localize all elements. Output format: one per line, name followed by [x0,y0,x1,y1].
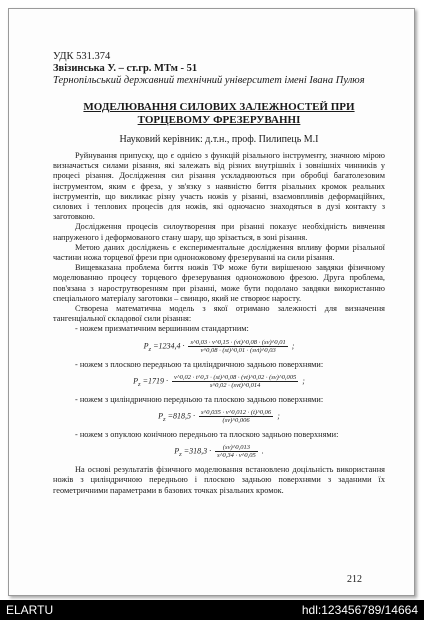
formula-numerator: s^0,035 · v^0,012 · (t)^0,06 [201,409,272,417]
formula-3 [53,409,385,424]
formula-denominator: s^0,34 · v^0,05 [217,452,256,460]
formula-tail: ; [291,341,295,350]
handle-identifier[interactable]: hdl:123456789/14664 [301,603,418,617]
formula-numerator: s^0,03 · v^0,15 · (vt)^0,08 · (sv)^0,01 [190,338,286,346]
paragraph-5: Створена математична модель з якої отримано залежності для визначення тангенціальної складової сили різання: [53,304,385,324]
list-item-2: - ножем з плоскою передньою та циліндричною задньою поверхнями: [75,359,324,369]
formula-lhs: P [143,341,149,350]
formula-sub: z [163,416,166,423]
list-item-1: - ножем призматичним вершинним стандартним: [75,324,249,334]
list-item-4: - ножем з опуклою конічною передньою та плоскою задньою поверхнями: [75,430,339,440]
formula-denominator: s^0,02 · (svt)^0,014 [209,381,261,389]
university-name: Тернопільський державний технічний університет імені Івана Пулюя [53,75,365,86]
formula-coef: =1719 · [142,376,168,386]
formula-sub: z [148,345,152,353]
formula-fraction [199,409,273,424]
formula-1 [53,339,385,354]
formula-lhs: P [174,446,180,456]
formula-tail: ; [277,411,280,421]
author-line: Звізинська У. – ст.гр. МТм - 51 [53,63,198,74]
formula-numerator: v^0,02 · t^0,3 · (st)^0,08 · (vt)^0,02 · (sv)^0,005 [174,373,297,381]
formula-coef: =1234,4 · [153,341,185,350]
list-item-3: - ножем з циліндричною передньою та плоскою задньою поверхнями: [75,394,324,404]
paragraph-1: Руйнування припуску, що є однією з функцій різального інструменту, значною мірою визначається силами різання, які залежать від різних внутрішніх і зовнішніх чинників у процесі різання. Дослідження сил різання ускладнюються при обробці багатолезовим інструментом, яким є фреза, у зв'язку з наявністю биття різальних кромок реальних інструментів, що викликає різну участь ножів у різанні, взаємовпливів деформаційних, силових і теплових процесів для ножів, які одночасно знаходяться в дузі контакту з заготовкою. [53,151,385,222]
formula-coef: =318,3 · [183,446,212,456]
paragraph-3: Метою даних досліджень є експериментальне дослідження впливу форми різальної частини ножа торцевої фрези при одноножовому фрезеруванні на сили різання. [53,242,385,263]
formula-4 [53,444,385,459]
article-title: МОДЕЛЮВАННЯ СИЛОВИХ ЗАЛЕЖНОСТЕЙ ПРИ ТОРЦЕВОМУ ФРЕЗЕРУВАННІ [83,101,355,126]
paragraph-2: Дослідження процесів силоутворення при різанні показує необхідність вивчення напруженого і деформованого стану шару, що зрізається, в зоні різання. [53,222,385,242]
formula-fraction [215,444,258,459]
formula-denominator: (sv)^0,006 [222,417,250,425]
formula-lhs: P [158,411,164,421]
repository-footer [0,600,424,620]
formula-sub: z [179,451,182,459]
formula-sub: z [138,380,141,388]
formula-2 [53,374,385,389]
formula-tail: ; [302,376,305,386]
repository-name: ELARTU [6,603,54,617]
formula-lhs: P [133,376,138,386]
udc-code: УДК 531.374 [53,51,111,62]
paragraph-4: Вищевказана проблема биття ножів ТФ може бути вирішеною завдяки фізичному моделюванню процесу торцевого фрезерування одноножовою фрезою. Друга проблема, пов'язана з нарострутворенням при різанні, може бути подолано завдяки використанню спеціального матеріалу заготовки – свинцю, який не створює наросту. [53,263,385,303]
formula-tail: . [261,446,264,456]
formula-coef: =818,5 · [167,411,196,421]
scientific-advisor: Науковий керівник: д.т.н., проф. Пилипець М.І [119,134,319,145]
formula-numerator: (sv)^0,013 [215,444,258,452]
conclusion-paragraph: На основі результатів фізичного моделювання встановлено доцільність використання ножів з циліндричною передньою і плоскою задньою поверхнями з заданими їх геометричними параметрами в базових точках різальних кромок. [53,465,385,495]
formula-fraction [188,339,287,354]
page-content [53,51,385,496]
formula-denominator: v^0,08 · (st)^0,01 · (svt)^0,03 [200,346,276,354]
formula-fraction [172,374,298,389]
document-page [8,8,415,596]
page-number: 212 [347,574,362,585]
